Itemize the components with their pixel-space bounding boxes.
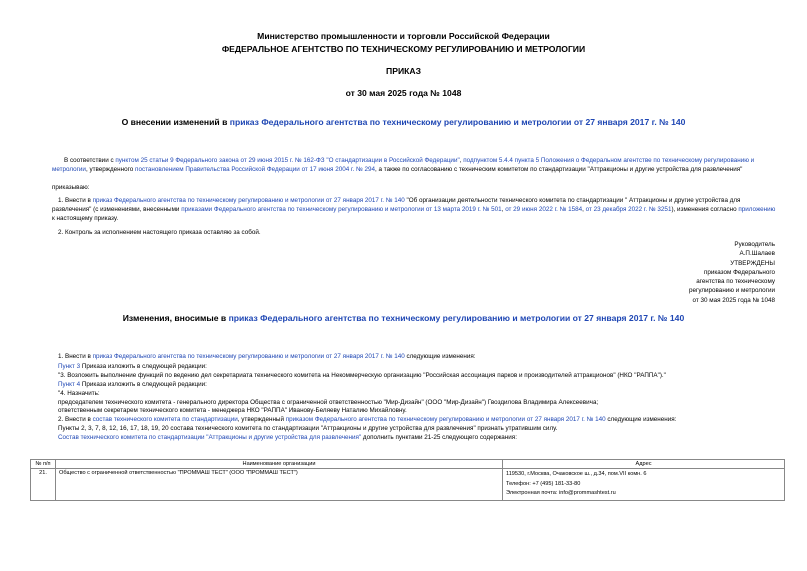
- item-1-text-c: ,: [501, 205, 506, 213]
- title-link[interactable]: приказ Федерального агентства по техническому регулированию и метрологии от 27 января 2017 г. № 140: [229, 117, 686, 127]
- address-line: 119530, г.Москва, Очаковское ш., д.34, пом.VII комн. 6: [506, 471, 647, 477]
- item-2: 2. Контроль за исполнением настоящего приказа оставляю за собой.: [58, 229, 261, 236]
- item-1-text-f: к настоящему приказу.: [52, 214, 119, 222]
- title-prefix: О внесении изменений в: [121, 117, 230, 127]
- cell-address: [503, 469, 785, 501]
- approved-label: УТВЕРЖДЕНЫ: [730, 259, 775, 267]
- sostav-line: [52, 434, 777, 443]
- annex-1-pre: 1. Внести в: [58, 353, 93, 360]
- annex-2-pre: 2. Внести в: [58, 416, 93, 424]
- preamble-link-regulation[interactable]: подпунктом 5.4.4 пункта 5 Положения о Федеральном агентстве по техническому регулированию и метрологии: [52, 157, 755, 173]
- annex-body: [52, 353, 777, 443]
- sostav-post: дополнить пунктами 21-25 следующего содержания:: [361, 434, 517, 442]
- annex-2-link-sostav[interactable]: состав технического комитета по стандартизации: [92, 416, 238, 424]
- approved-line-1: приказом Федерального: [703, 268, 775, 276]
- point-3-post: Приказа изложить в следующей редакции:: [80, 362, 207, 370]
- preamble-text-1: В соответствии с: [64, 157, 116, 164]
- item-1-text-a: 1. Внести в: [58, 197, 93, 204]
- agency-name: ФЕДЕРАЛЬНОЕ АГЕНТСТВО ПО ТЕХНИЧЕСКОМУ РЕГУЛИРОВАНИЮ И МЕТРОЛОГИИ: [221, 44, 586, 54]
- preamble-link-law[interactable]: пунктом 25 статьи 9 Федерального закона от 29 июня 2015 г. № 162-ФЗ "О стандартизации в Российской Федерации": [115, 157, 460, 164]
- order-date-number: от 30 мая 2025 года № 1048: [345, 88, 462, 98]
- annex-2-text: Пункты 2, 3, 7, 8, 12, 16, 17, 18, 19, 20 состава технического комитета по стандартизации "Аттракционы и другие устройства для развлечения" признать утратившим силу.: [58, 425, 558, 433]
- point-4-header: [52, 381, 777, 390]
- order-title: [0, 117, 807, 127]
- table-row: [31, 469, 785, 501]
- annex-title: [0, 313, 807, 323]
- item-1-text-b: "Об организации деятельности технического комитета по стандартизации " Аттракционы и другие устройства для развлечения" (с изменениями, внесенными: [52, 197, 741, 213]
- annex-2-post: следующие изменения:: [605, 416, 677, 424]
- preamble-text-4: , а также по согласованию с техническим комитетом по стандартизации "Аттракционы и другие устройства для развлечения": [375, 165, 743, 173]
- approved-line-4: от 30 мая 2025 года № 1048: [692, 296, 775, 304]
- item-1-link-2022a[interactable]: от 29 июня 2022 г. № 1584: [505, 205, 583, 213]
- item-1-text-d: ,: [582, 205, 586, 213]
- item-1-link-order[interactable]: приказ Федерального агентства по техническому регулированию и метрологии от 27 января 2017 г. № 140: [92, 197, 405, 204]
- email-line: Электронная почта: info@prommashtest.ru: [506, 490, 616, 496]
- signatory-role: Руководитель: [734, 241, 775, 248]
- point-4-text-b: председателем технического комитета - генерального директора Общества с ограниченной ответственностью "Мир-Дизайн" (ООО "Мир-Дизайн") Гвоздилова Владимира Алексеевича;: [58, 398, 599, 406]
- point-4-post: Приказа изложить в следующей редакции:: [80, 380, 207, 388]
- cell-num: 21.: [31, 469, 56, 501]
- approved-line-3: регулированию и метрологии: [689, 287, 775, 295]
- item-1-link-2019[interactable]: приказами Федерального агентства по техническому регулированию и метрологии от 13 марта 2019 г. № 501: [181, 205, 502, 213]
- col-header-num: № п/п: [31, 460, 56, 469]
- signature-block: [689, 240, 775, 305]
- point-4-text-a: "4. Назначить:: [58, 389, 100, 397]
- item-1-link-annex[interactable]: приложению: [738, 205, 776, 213]
- annex-title-link[interactable]: приказ Федерального агентства по техническому регулированию и метрологии от 27 января 2017 г. № 140: [228, 313, 685, 323]
- annex-1-post: следующие изменения:: [404, 353, 476, 360]
- point-4-text-c: ответственным секретарем технического комитета - менеджера НКО "РАППА" Иванову-Беляеву Наталию Михайловну.: [58, 407, 407, 415]
- cell-org-name: Общество с ограниченной ответственностью "ПРОММАШ ТЕСТ" (ООО "ПРОММАШ ТЕСТ"): [56, 469, 503, 501]
- committee-table: [30, 459, 785, 501]
- point-3-link[interactable]: Пункт 3: [58, 362, 81, 370]
- annex-item-1: [52, 353, 777, 362]
- item-1-text-e: ), изменения согласно: [671, 205, 739, 213]
- preamble: [52, 157, 777, 175]
- orders-word: приказываю:: [52, 184, 90, 191]
- signatory-name: А.П.Шалаев: [739, 250, 775, 258]
- annex-1-link[interactable]: приказ Федерального агентства по техническому регулированию и метрологии от 27 января 2017 г. № 140: [92, 353, 405, 360]
- phone-line: Телефон: +7 (495) 181-33-80: [506, 480, 581, 487]
- point-3-text: "3. Возложить выполнение функций по ведению дел секретариата технического комитета на Некоммерческую организацию "Российская ассоциация парков и производителей аттракционов" (НКО "РАППА").": [58, 371, 666, 379]
- item-1-link-2022b[interactable]: от 23 декабря 2022 г. № 3251: [585, 205, 672, 213]
- annex-title-prefix: Изменения, вносимые в: [122, 313, 229, 323]
- preamble-link-decree[interactable]: постановлением Правительства Российской Федерации от 17 июня 2004 г. № 294: [135, 165, 375, 173]
- item-1: [52, 197, 777, 224]
- doc-type: ПРИКАЗ: [386, 66, 421, 76]
- ministry-name: Министерство промышленности и торговли Российской Федерации: [257, 31, 550, 41]
- table-header-row: [31, 460, 785, 469]
- sostav-link[interactable]: Состав технического комитета по стандартизации "Аттракционы и другие устройства для развлечения": [58, 434, 362, 442]
- col-header-name: Наименование организации: [56, 460, 503, 469]
- approved-line-2: агентства по техническому: [696, 278, 775, 286]
- point-4-link[interactable]: Пункт 4: [58, 380, 81, 388]
- annex-2-link-order[interactable]: приказом Федерального агентства по техническому регулированию и метрологии от 27 января 2017 г. № 140: [285, 416, 606, 424]
- col-header-address: Адрес: [503, 460, 785, 469]
- annex-2-mid: , утвержденный: [237, 416, 286, 424]
- preamble-text-3: , утвержденного: [85, 165, 136, 173]
- annex-item-2: [52, 416, 777, 425]
- preamble-text-2: ,: [459, 157, 464, 164]
- point-3-header: [52, 363, 777, 372]
